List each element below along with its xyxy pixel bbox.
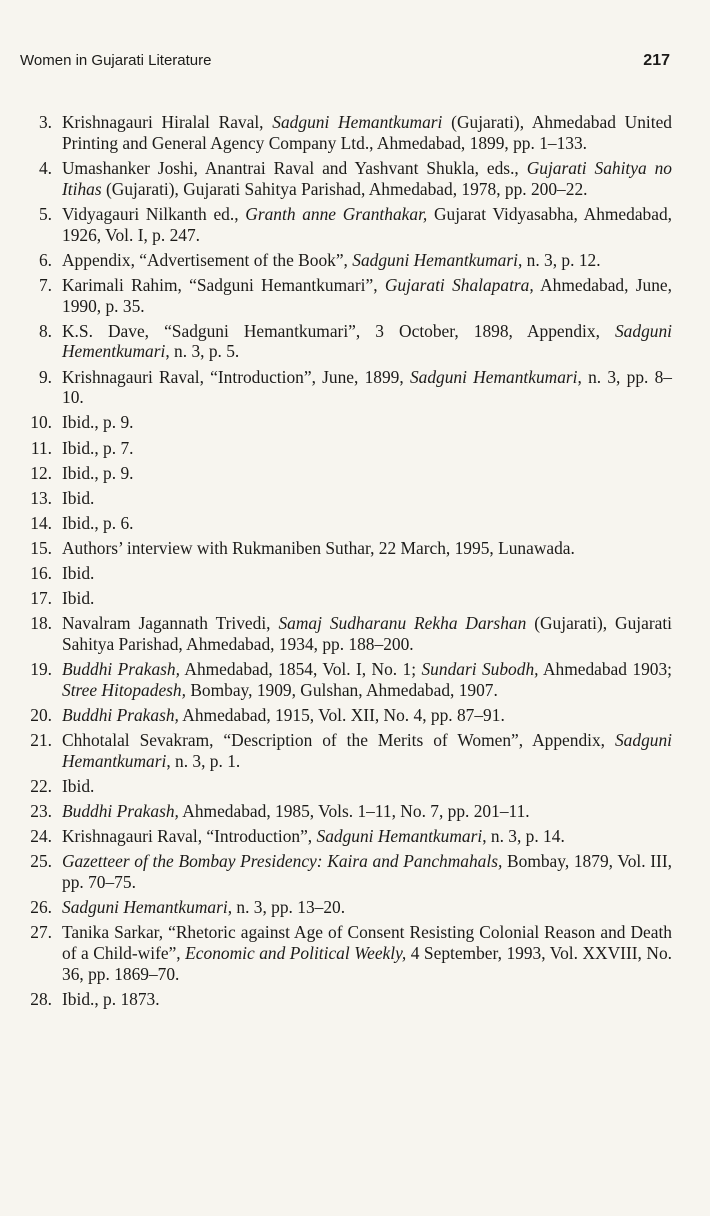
endnote-text (62, 588, 672, 609)
endnote-number: 7. (38, 274, 52, 295)
endnote (22, 588, 672, 609)
text-run: , n. 3, pp. 8–10. (62, 366, 672, 408)
text-run: , n. 3, p. 12. (517, 249, 601, 270)
endnote (22, 922, 672, 984)
endnote (22, 321, 672, 363)
text-run: Ibid., p. 1873. (62, 988, 160, 1009)
endnote (22, 826, 672, 847)
endnote-text (62, 801, 672, 822)
text-run: Ibid., p. 6. (62, 512, 134, 533)
endnote-number: 12. (30, 462, 52, 483)
text-run: Krishnagauri Raval, “Introduction”, June, 1899, (62, 366, 410, 387)
italic-title: Sadguni Hemantkumari (409, 366, 578, 387)
text-run: , n. 3, p. 5. (165, 341, 240, 362)
endnote-text (62, 112, 672, 154)
italic-title: Granth anne Granthakar, (245, 203, 428, 224)
text-run: Krishnagauri Raval, “Introduction”, (62, 826, 317, 847)
endnote-text (62, 513, 672, 534)
endnote (22, 412, 672, 433)
endnote-text (62, 922, 672, 984)
text-run: Bombay, 1909, Gulshan, Ahmedabad, 1907. (185, 679, 498, 700)
endnote-number: 27. (30, 922, 52, 943)
endnote (22, 250, 672, 271)
endnote (22, 801, 672, 822)
endnote-number: 16. (30, 563, 52, 583)
text-run: Bombay, 1879, Vol. III, pp. 70–75. (62, 851, 672, 893)
text-run: , n. 3, pp. 13–20. (227, 897, 346, 918)
text-run: Ibid., p. 7. (62, 437, 134, 458)
endnote (22, 730, 672, 772)
endnote (22, 563, 672, 584)
endnote-text (62, 659, 672, 701)
text-run: Ibid. (62, 775, 95, 796)
endnote (22, 367, 672, 409)
endnote-number: 11. (30, 437, 52, 458)
endnote-number: 4. (38, 157, 52, 178)
endnote-text (62, 463, 672, 484)
endnote (22, 659, 672, 701)
endnote-text (62, 538, 672, 559)
endnote-text (62, 776, 672, 797)
text-run: Ahmedabad 1903; (538, 659, 672, 680)
text-run: Appendix, “Advertisement of the Book”, (62, 249, 353, 270)
italic-title: Gujarati Sahitya no Itihas (62, 157, 672, 199)
endnote (22, 705, 672, 726)
endnote (22, 275, 672, 317)
page-header (20, 48, 670, 78)
endnote (22, 776, 672, 797)
text-run: , n. 3, p. 14. (482, 826, 565, 847)
endnote-number: 13. (30, 487, 52, 508)
italic-title: Buddhi Prakash, (62, 801, 179, 822)
italic-title: Sadguni Hemantkumari (272, 112, 443, 132)
italic-title: Buddhi Prakash, (62, 704, 179, 725)
text-run: (Gujarati), Ahmedabad United Printing and General Agency Company Ltd., Ahmedabad, 1899, pp. 1–133. (62, 112, 672, 153)
endnote-number: 19. (30, 659, 52, 680)
endnote-number: 15. (30, 537, 52, 558)
italic-title: Sadguni Hemantkumari (62, 897, 228, 918)
running-title: Women in Gujarati Literature (20, 52, 212, 69)
endnote-text (62, 563, 672, 584)
endnote-text (62, 438, 672, 459)
endnote (22, 463, 672, 484)
endnote-number: 5. (38, 203, 52, 224)
endnote-number: 9. (38, 366, 52, 387)
endnote (22, 158, 672, 200)
text-run: (Gujarati), Gujarati Sahitya Parishad, Ahmedabad, 1934, pp. 188–200. (62, 613, 672, 654)
endnote-number: 14. (30, 512, 52, 533)
endnote-number: 23. (30, 801, 52, 822)
endnote-text (62, 158, 672, 200)
endnote-number: 18. (30, 613, 52, 634)
text-run: Ibid., p. 9. (62, 462, 134, 483)
endnote (22, 897, 672, 918)
endnote-text (62, 897, 672, 918)
endnote-text (62, 321, 672, 363)
italic-title: Sadguni Hemantkumari (62, 730, 672, 771)
endnote-text (62, 488, 672, 509)
endnote-number: 17. (30, 588, 52, 609)
text-run: Ibid. (62, 487, 95, 508)
italic-title: Sundari Subodh, (421, 659, 539, 680)
text-run: Ibid., p. 9. (62, 412, 134, 433)
italic-title: Buddhi Prakash, (62, 659, 180, 680)
endnote-number: 24. (30, 826, 52, 847)
text-run: Ahmedabad, 1854, Vol. I, No. 1; (179, 659, 422, 680)
endnote (22, 438, 672, 459)
text-run: Krishnagauri Hiralal Raval, (62, 112, 273, 132)
endnote (22, 488, 672, 509)
endnote-number: 22. (30, 775, 52, 796)
endnote (22, 112, 672, 154)
endnote-text (62, 989, 672, 1010)
endnote-number: 21. (30, 730, 52, 751)
endnote-number: 28. (30, 988, 52, 1009)
endnote-text (62, 275, 672, 317)
italic-title: Gazetteer of the Bombay Presidency: Kaira and Panchmahals, (62, 851, 503, 872)
endnote-text (62, 705, 672, 726)
endnote-number: 6. (38, 249, 52, 270)
endnote (22, 613, 672, 655)
endnote-number: 8. (38, 320, 52, 341)
text-run: Ahmedabad, 1915, Vol. XII, No. 4, pp. 87–91. (178, 704, 505, 725)
endnote-text (62, 204, 672, 246)
text-run: Navalram Jagannath Trivedi, (62, 613, 279, 634)
italic-title: Samaj Sudharanu Rekha Darshan (278, 613, 527, 634)
endnote-number: 3. (38, 112, 52, 132)
italic-title: Sadguni Hemantkumari (352, 249, 518, 270)
page-number: 217 (643, 52, 670, 69)
endnote-text (62, 412, 672, 433)
endnote (22, 513, 672, 534)
text-run: K.S. Dave, “Sadguni Hemantkumari”, 3 October, 1898, Appendix, (62, 320, 615, 341)
endnote-text (62, 851, 672, 893)
text-run: 4 September, 1993, Vol. XXVIII, No. 36, pp. 1869–70. (62, 943, 672, 984)
endnote (22, 538, 672, 559)
text-run: Chhotalal Sevakram, “Description of the Merits of Women”, Appendix, (62, 730, 615, 751)
endnote-text (62, 250, 672, 271)
endnote (22, 204, 672, 246)
endnote-text (62, 613, 672, 655)
text-run: Gujarat Vidyasabha, Ahmedabad, 1926, Vol. I, p. 247. (62, 203, 673, 245)
italic-title: Gujarati Shalapatra, (384, 274, 534, 295)
endnote-number: 26. (30, 897, 52, 918)
italic-title: Sadguni Hementkumari (62, 320, 672, 362)
text-run: Umashanker Joshi, Anantrai Raval and Yashvant Shukla, eds., (62, 157, 527, 178)
endnote-text (62, 826, 672, 847)
endnotes-list (22, 112, 672, 1014)
endnote-number: 25. (30, 851, 52, 872)
text-run: Ahmedabad, June, 1990, p. 35. (62, 274, 672, 316)
text-run: Ibid. (62, 563, 95, 583)
text-run: (Gujarati), Gujarati Sahitya Parishad, Ahmedabad, 1978, pp. 200–22. (101, 178, 588, 199)
endnote-number: 10. (30, 412, 52, 433)
text-run: Tanika Sarkar, “Rhetoric against Age of Consent Resisting Colonial Reason and Death of a Child-wife”, (62, 922, 672, 964)
endnote (22, 989, 672, 1010)
italic-title: Economic and Political Weekly, (185, 943, 407, 964)
text-run: Ibid. (62, 588, 95, 609)
text-run: Karimali Rahim, “Sadguni Hemantkumari”, (62, 274, 385, 295)
text-run: , n. 3, p. 1. (166, 750, 241, 771)
italic-title: Sadguni Hemantkumari (316, 826, 483, 847)
text-run: Authors’ interview with Rukmaniben Suthar, 22 March, 1995, Lunawada. (62, 537, 575, 558)
endnote-text (62, 367, 672, 409)
text-run: Ahmedabad, 1985, Vols. 1–11, No. 7, pp. 201–11. (178, 801, 530, 822)
text-run: Vidyagauri Nilkanth ed., (62, 203, 246, 224)
endnote-number: 20. (30, 704, 52, 725)
italic-title: Stree Hitopadesh, (62, 679, 186, 700)
endnote (22, 851, 672, 893)
endnote-text (62, 730, 672, 772)
